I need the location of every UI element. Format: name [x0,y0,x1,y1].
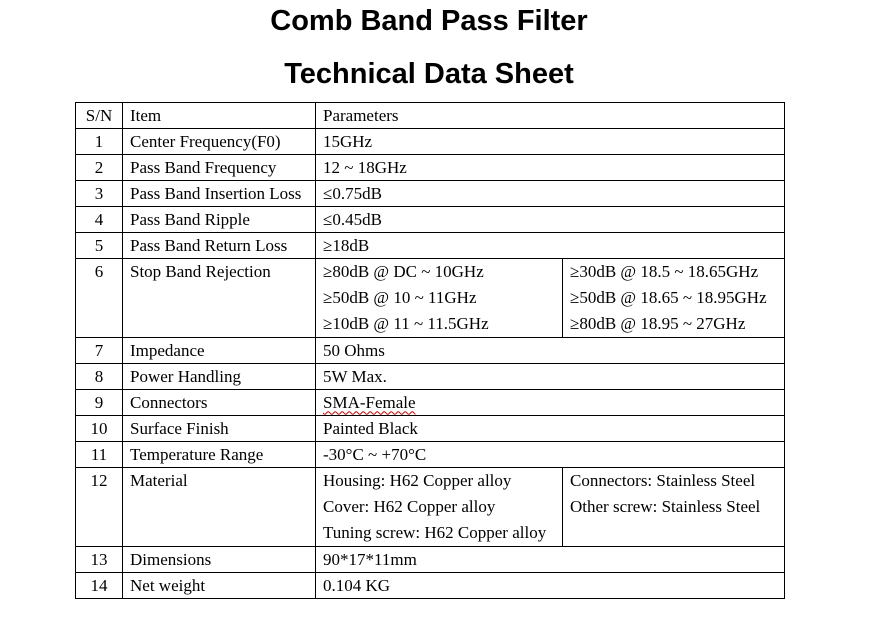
table-row [76,338,785,364]
row-item: Surface Finish [123,416,316,442]
material-hardware [563,468,785,547]
spec-table [75,102,785,599]
table-row [76,155,785,181]
table-row [76,442,785,468]
row-sn: 8 [76,364,123,390]
rejection-spec: ≥50dB @ 18.65 ~ 18.95GHz [570,288,767,307]
row-sn: 2 [76,155,123,181]
table-row-material [76,468,785,547]
row-item: Connectors [123,390,316,416]
row-sn: 4 [76,207,123,233]
row-value: -30°C ~ +70°C [316,442,785,468]
header-item: Item [123,103,316,129]
rejection-spec: ≥10dB @ 11 ~ 11.5GHz [323,314,489,333]
table-row-stop-band-rejection [76,259,785,338]
row-item: Pass Band Insertion Loss [123,181,316,207]
row-sn: 1 [76,129,123,155]
table-row [76,364,785,390]
row-item: Material [123,468,316,547]
rejection-lower-band [316,259,563,338]
row-value: ≤0.75dB [316,181,785,207]
row-sn: 10 [76,416,123,442]
rejection-spec: ≥80dB @ 18.95 ~ 27GHz [570,314,746,333]
row-value: ≤0.45dB [316,207,785,233]
table-row [76,207,785,233]
material-spec: Housing: H62 Copper alloy [323,471,512,490]
rejection-spec: ≥50dB @ 10 ~ 11GHz [323,288,477,307]
row-value: 12 ~ 18GHz [316,155,785,181]
row-sn: 13 [76,547,123,573]
table-header-row [76,103,785,129]
row-sn: 3 [76,181,123,207]
material-spec: Tuning screw: H62 Copper alloy [323,523,547,542]
row-value: 5W Max. [316,364,785,390]
header-parameters: Parameters [316,103,785,129]
row-sn: 7 [76,338,123,364]
row-item: Temperature Range [123,442,316,468]
row-sn: 12 [76,468,123,547]
table-row [76,390,785,416]
rejection-spec: ≥80dB @ DC ~ 10GHz [323,262,484,281]
document-title: Comb Band Pass Filter [270,5,588,37]
table-row [76,416,785,442]
row-value: Painted Black [316,416,785,442]
row-sn: 6 [76,259,123,338]
rejection-upper-band [563,259,785,338]
table-row [76,573,785,599]
table-row [76,129,785,155]
rejection-spec: ≥30dB @ 18.5 ~ 18.65GHz [570,262,759,281]
row-item: Center Frequency(F0) [123,129,316,155]
row-value: 0.104 KG [316,573,785,599]
row-sn: 14 [76,573,123,599]
row-sn: 9 [76,390,123,416]
table-row [76,181,785,207]
row-item: Stop Band Rejection [123,259,316,338]
material-spec: Other screw: Stainless Steel [570,497,761,516]
row-item: Pass Band Return Loss [123,233,316,259]
table-row [76,233,785,259]
material-spec: Cover: H62 Copper alloy [323,497,496,516]
row-value: 90*17*11mm [316,547,785,573]
row-value [316,390,785,416]
row-item: Impedance [123,338,316,364]
row-value: 50 Ohms [316,338,785,364]
document-subtitle: Technical Data Sheet [284,58,574,90]
row-item: Power Handling [123,364,316,390]
row-sn: 11 [76,442,123,468]
row-item: Pass Band Ripple [123,207,316,233]
material-spec: Connectors: Stainless Steel [570,471,756,490]
row-item: Net weight [123,573,316,599]
material-body-parts [316,468,563,547]
row-value: 15GHz [316,129,785,155]
table-row [76,547,785,573]
row-sn: 5 [76,233,123,259]
row-item: Dimensions [123,547,316,573]
row-item: Pass Band Frequency [123,155,316,181]
connector-value: SMA-Female [323,392,416,412]
header-sn: S/N [76,103,123,129]
row-value: ≥18dB [316,233,785,259]
